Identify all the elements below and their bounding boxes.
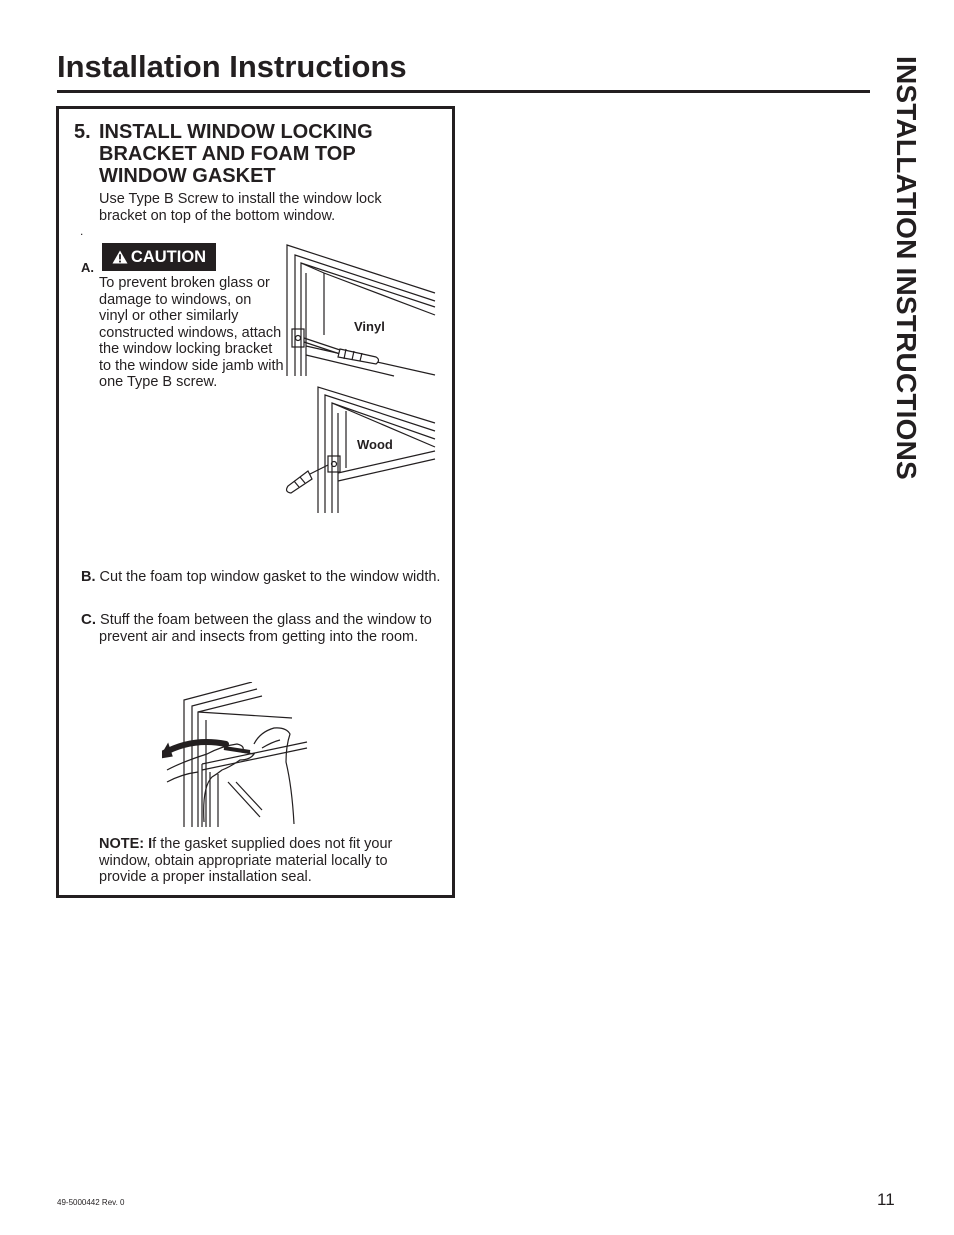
side-tab-label: INSTALLATION INSTRUCTIONS [891,56,922,480]
window-bracket-illustration [284,243,439,513]
note-text: f the gasket supplied does not fit your window, obtain appropriate material locally to provide a proper installation seal. [99,836,393,885]
vinyl-label: Vinyl [354,319,385,334]
document-code: 49-5000442 Rev. 0 [57,1198,125,1207]
step-title: INSTALL WINDOW LOCKING BRACKET AND FOAM TOP WINDOW GASKET [99,121,373,187]
page-title: Installation Instructions [57,49,407,84]
note-label: NOTE: I [99,836,153,852]
wood-label: Wood [357,437,393,452]
item-b [81,569,454,586]
item-c-label: C. [81,611,96,628]
item-a-label: A. [81,260,94,275]
caution-label: CAUTION [130,247,207,266]
item-c-text: Stuff the foam between the glass and the window to prevent air and insects from getting into the room. [99,612,432,645]
caution-text: To prevent broken glass or damage to windows, on vinyl or other similarly constructed windows, attach the window locking bracket to the window side jamb with one Type B screw. [99,275,284,390]
item-b-text: Cut the foam top window gasket to the window width. [99,569,441,585]
title-rule [57,90,870,93]
page-number: 11 [877,1190,895,1209]
stray-dot: . [80,224,84,238]
item-b-label: B. [81,569,96,585]
foam-gasket-illustration [162,682,312,827]
step-intro: Use Type B Screw to install the window lock bracket on top of the bottom window. [99,191,382,224]
step-number: 5. [74,121,91,143]
warning-triangle-icon [112,250,128,264]
side-tab [891,56,921,526]
step-panel [56,106,455,898]
note [99,836,434,886]
caution-badge [102,243,216,271]
item-c [81,612,454,645]
